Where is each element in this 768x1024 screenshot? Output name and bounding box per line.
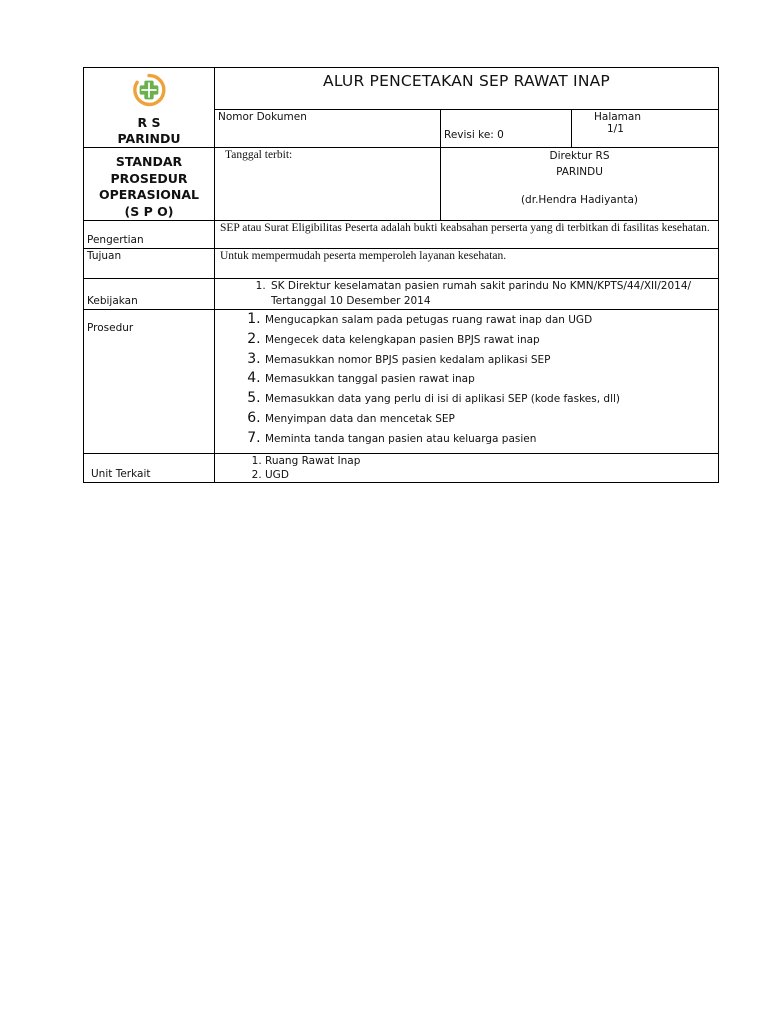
halaman-value: 1/1 xyxy=(607,123,624,136)
spo-title-line4: (S P O) xyxy=(124,203,174,219)
spo-document-table xyxy=(83,67,719,483)
spo-title-cell xyxy=(84,148,215,221)
halaman-label: Halaman xyxy=(594,111,641,124)
prosedur-list xyxy=(215,310,718,449)
tujuan-label: Tujuan xyxy=(84,249,215,279)
list-item: 5. Memasukkan data yang perlu di isi di aplikasi SEP (kode faskes, dll) xyxy=(265,389,718,409)
direktur-title-line1: Direktur RS xyxy=(549,150,610,162)
list-item: 2. Mengecek data kelengkapan pasien BPJS rawat inap xyxy=(265,330,718,350)
kebijakan-list xyxy=(215,279,718,309)
document-title: ALUR PENCETAKAN SEP RAWAT INAP xyxy=(215,68,719,110)
hospital-cross-logo-icon xyxy=(132,73,166,107)
unit-terkait-cell xyxy=(215,454,719,483)
halaman-cell xyxy=(572,110,719,148)
direktur-name: (dr.Hendra Hadiyanta) xyxy=(520,194,639,206)
spo-title-line1: STANDAR xyxy=(115,154,183,169)
tujuan-text: Untuk mempermudah peserta memperoleh layanan kesehatan. xyxy=(215,249,719,279)
list-item: 2. UGD xyxy=(265,468,718,482)
direktur-title-line2: PARINDU xyxy=(556,165,603,178)
list-item: 1. Ruang Rawat Inap xyxy=(265,454,718,468)
pengertian-label: Pengertian xyxy=(84,221,215,249)
list-item: 6. Menyimpan data dan mencetak SEP xyxy=(265,409,718,429)
direktur-cell xyxy=(441,148,719,221)
spo-title-line3: OPERASIONAL xyxy=(98,187,199,202)
kebijakan-label: Kebijakan xyxy=(84,279,215,310)
list-item: 7. Meminta tanda tangan pasien atau keluarga pasien xyxy=(265,429,718,449)
nomor-dokumen-label: Nomor Dokumen xyxy=(215,110,441,148)
pengertian-text: SEP atau Surat Eligibilitas Peserta adalah bukti keabsahan perserta yang di terbitkan di fasilitas kesehatan. xyxy=(215,221,719,249)
revisi-label: Revisi ke: 0 xyxy=(441,110,572,148)
unit-terkait-label: Unit Terkait xyxy=(84,454,215,483)
prosedur-cell xyxy=(215,310,719,454)
hospital-name-line1: R S xyxy=(137,115,161,130)
hospital-identity-cell xyxy=(84,68,215,148)
list-item: 1. Mengucapkan salam pada petugas ruang rawat inap dan UGD xyxy=(265,310,718,330)
tanggal-terbit-label: Tanggal terbit: xyxy=(215,148,441,221)
kebijakan-cell xyxy=(215,279,719,310)
list-item: 4. Memasukkan tanggal pasien rawat inap xyxy=(265,369,718,389)
list-item: 1. SK Direktur keselamatan pasien rumah sakit parindu No KMN/KPTS/44/XII/2014/ Tertanggal 10 Desember 2014 xyxy=(269,279,718,309)
hospital-name-line2: PARINDU xyxy=(117,131,181,146)
list-item: 3. Memasukkan nomor BPJS pasien kedalam aplikasi SEP xyxy=(265,350,718,370)
spo-title-line2: PROSEDUR xyxy=(110,170,188,186)
prosedur-label: Prosedur xyxy=(84,310,215,454)
unit-terkait-list xyxy=(215,454,718,482)
